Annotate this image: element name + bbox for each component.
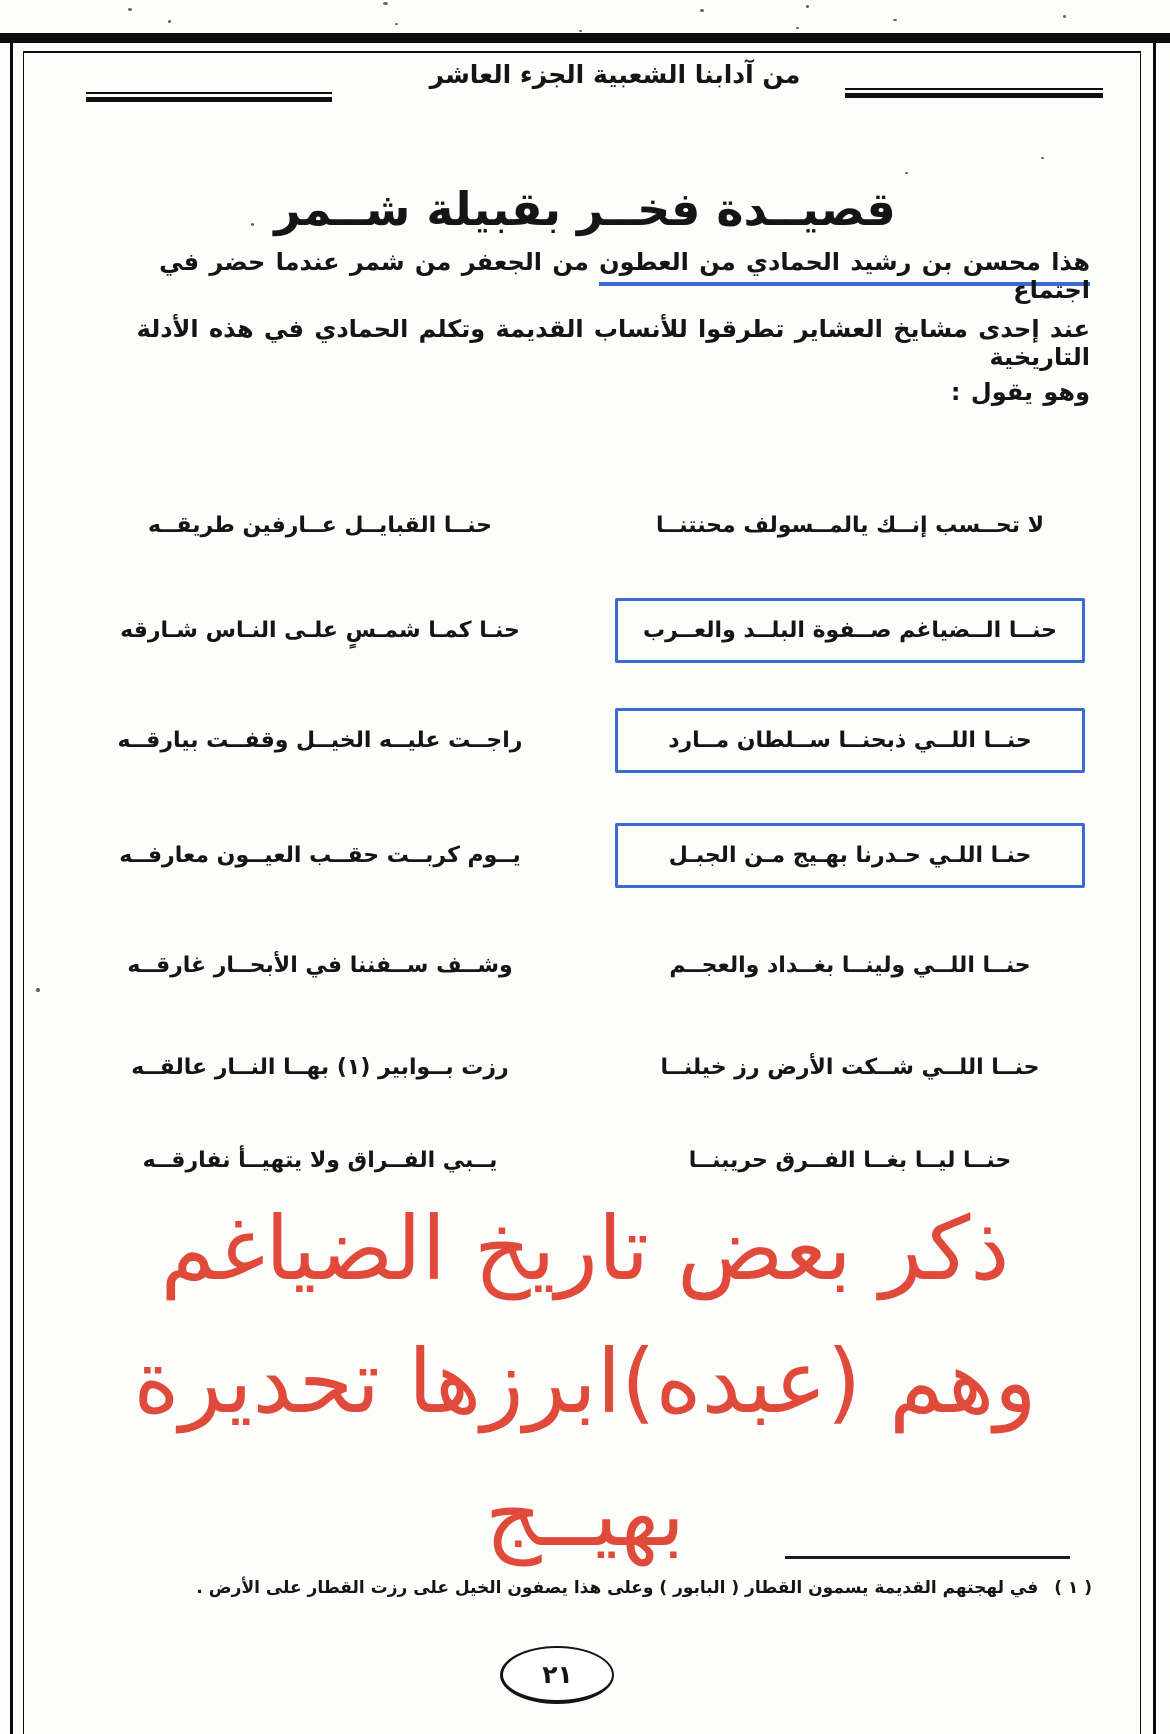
hemistich-second: وشــف ســفننا في الأبحــار غارقــه (127, 952, 513, 978)
poem-verse-row (85, 695, 1085, 785)
header-rule-left (86, 92, 332, 102)
hemistich-second: يــوم كربــت حقــب العيــون معارفــه (119, 842, 521, 868)
page-number: ٢١ (542, 1659, 573, 1689)
annotation-line: بهيــج (485, 1463, 685, 1566)
hemistich-first-highlight-box: حنــا الــضياغم صــفوة البلــد والعــرب (615, 598, 1085, 663)
poem-verse-row (85, 480, 1085, 570)
intro-line-1 (80, 248, 1090, 304)
scan-speck (1041, 157, 1044, 159)
scan-speck (395, 23, 398, 25)
hemistich-second: حنـا كمـا شمـسٍ علـى النـاس شـارقه (120, 617, 520, 643)
poem-title: قصيــدة فخــر بقبيلة شــمر (274, 182, 896, 236)
poem-verse-row (85, 1022, 1085, 1112)
scan-speck (905, 172, 908, 174)
hemistich-first: لا تحــسب إنــك يالمــسولف محنتنــا (655, 512, 1045, 538)
scan-speck (383, 2, 388, 5)
scan-speck (168, 20, 171, 23)
hemistich-first-highlight-box: حنـا اللـي حـدرنا بهـيج مـن الجبـل (615, 823, 1085, 888)
footnote (120, 1578, 1092, 1598)
scan-speck (579, 30, 582, 32)
intro-line-2: عند إحدى مشايخ العشاير تطرقوا للأنساب القديمة وتكلم الحمادي في هذه الأدلة التاريخية (136, 315, 1090, 371)
intro-line-1-rest: من الجعفر من شمر عندما حضر في اجتماع (159, 248, 1090, 304)
scan-speck (806, 5, 809, 8)
poem-verse-row (85, 810, 1085, 900)
hemistich-second: يــبي الفــراق ولا يتهيــأ نفارقــه (142, 1147, 498, 1173)
footnote-text: في لهجتهم القديمة يسمون القطار ( البابور ) وعلى هذا يصفون الخيل على رزت القطار على الأرض . (196, 1578, 1039, 1598)
red-annotation-overlay (0, 1182, 1170, 1581)
hemistich-first: حنــا اللــي شــكت الأرض رز خيلنــا (660, 1054, 1040, 1080)
poem-verse-row (85, 920, 1085, 1010)
footnote-marker: ( ١ ) (1054, 1578, 1092, 1598)
page-frame-top-inner (23, 51, 1141, 53)
annotation-line: وهم (عبده)ابرزها تحديرة (133, 1330, 1037, 1433)
book-header-title: من آدابنا الشعبية الجزء العاشر (429, 60, 801, 89)
hemistich-first: حنــا ليــا بغــا الفــرق حريبنــا (688, 1147, 1012, 1173)
scan-speck (796, 27, 799, 29)
scan-speck (1063, 15, 1066, 18)
blue-underlined-text: هذا محسن بن رشيد الحمادي من العطون (599, 248, 1090, 286)
scan-speck (700, 9, 704, 12)
intro-line-3: وهو يقول : (950, 378, 1090, 406)
hemistich-first-highlight-box: حنــا اللــي ذبحنــا ســلطان مــارد (615, 708, 1085, 773)
poem-verse-row (85, 585, 1085, 675)
scan-speck (893, 19, 897, 21)
header-rule-right (845, 88, 1103, 98)
annotation-line: ذكر بعض تاريخ الضياغم (160, 1197, 1010, 1300)
hemistich-second: راجــت عليــه الخيــل وقفــت بيارقــه (117, 727, 523, 753)
page-number-oval (500, 1646, 614, 1704)
page-frame-top (0, 33, 1170, 43)
scan-speck (36, 988, 40, 992)
scan-speck (128, 8, 132, 11)
hemistich-first: حنــا اللــي ولينــا بغــداد والعجــم (669, 952, 1031, 978)
hemistich-second: حنــا القبايــل عــارفين طريقــه (148, 512, 492, 538)
hemistich-second: رزت بــوابير (١) بهــا النــار عالقــه (131, 1054, 509, 1080)
